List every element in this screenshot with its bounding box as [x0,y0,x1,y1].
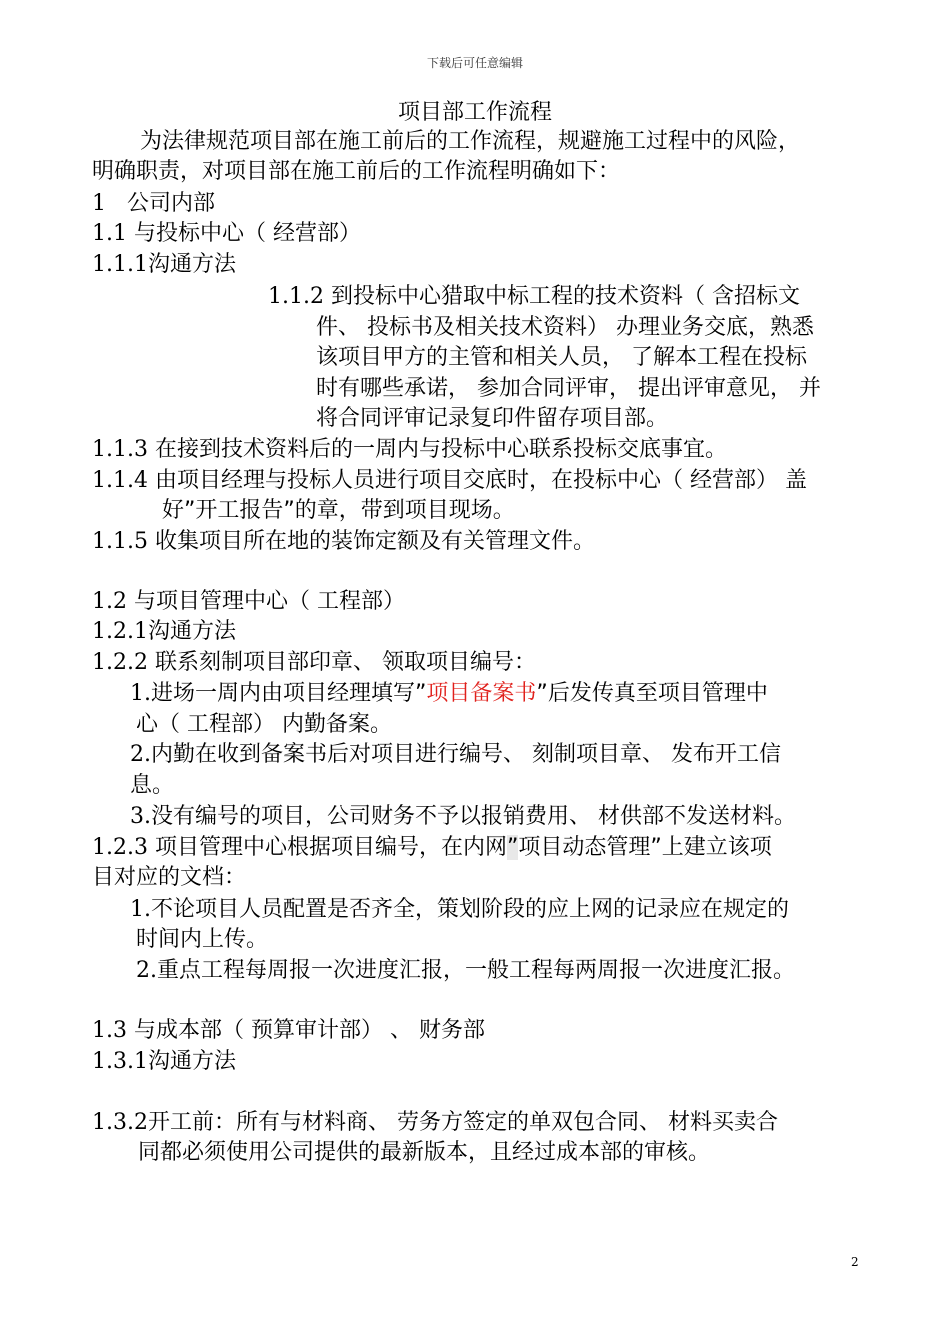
list-number: 1. [130,681,151,706]
section-number: 1.1.1 [92,252,148,277]
section-1-1-3 [92,435,727,465]
list-item-3 [130,802,796,832]
section-text: 项目管理中心根据项目编号，在内网 [154,835,507,860]
section-title: 沟通方法 [147,619,236,644]
section-1-2-3-item-1-line-2: 时间内上传。 [136,927,269,952]
section-number: 1.1.2 [268,284,324,309]
section-number: 1.2.3 [92,835,148,860]
section-1-1-4-line-2: 好”开工报告”的章，带到项目现场。 [162,498,515,523]
section-title: 与项目管理中心（ 工程部） [134,589,405,614]
section-1-1-5 [92,527,595,557]
page-header-note: 下载后可任意编辑 [426,56,523,70]
list-text: 没有编号的项目，公司财务不予以报销费用、 材供部不发送材料。 [151,804,796,829]
section-1-3-heading [92,1016,485,1046]
list-item-2-line-2: 息。 [130,773,175,798]
section-title: 沟通方法 [147,1049,236,1074]
section-text: 在接到技术资料后的一周内与投标中心联系投标交底事宜。 [154,437,727,462]
section-1-1-2-line-3: 该项目甲方的主管和相关人员， 了解本工程在投标 [316,345,807,370]
section-1-1-2-line-2: 件、 投标书及相关技术资料） 办理业务交底，熟悉 [316,315,814,340]
list-text: 内勤在收到备案书后对项目进行编号、 刻制项目章、 发布开工信 [151,742,781,767]
section-number: 1.1.4 [92,468,148,493]
list-text: 进场一周内由项目经理填写” [151,681,427,706]
highlighted-red-text: 项目备案书 [426,681,537,706]
intro-paragraph-line-1: 为法律规范项目部在施工前后的工作流程，规避施工过程中的风险， [140,129,801,154]
section-number: 1 [92,191,106,216]
section-1-2-2 [92,648,536,678]
document-title: 项目部工作流程 [397,100,552,125]
section-number: 1.1 [92,221,127,246]
section-1-heading [92,189,215,219]
section-title: 与投标中心（ 经营部） [134,221,361,246]
list-text: 重点工程每周报一次进度汇报，一般工程每两周报一次进度汇报。 [157,958,796,983]
section-1-2-3-line-1 [92,833,772,863]
section-title: 与成本部（ 预算审计部） 、 财务部 [134,1018,485,1043]
section-title: 公司内部 [126,191,215,216]
list-number: 1. [130,897,151,922]
intro-paragraph-line-2: 明确职责，对项目部在施工前后的工作流程明确如下： [92,159,621,184]
section-1-3-2-line-1 [92,1108,778,1138]
section-1-2-3-line-2: 目对应的文档： [92,865,247,890]
section-1-2-heading [92,587,405,617]
section-title: 沟通方法 [147,252,236,277]
list-text: ”后发传真至项目管理中 [536,681,768,706]
section-number: 1.3.2 [92,1110,148,1135]
section-number: 1.3.1 [92,1049,148,1074]
section-number: 1.2.2 [92,650,148,675]
section-text: 到投标中心猎取中标工程的技术资料（ 含招标文 [330,284,800,309]
section-1-1-2-line-4: 时有哪些承诺， 参加合同评审， 提出评审意见， 并 [316,376,821,401]
section-number: 1.1.5 [92,529,148,554]
section-1-2-1-heading [92,617,236,647]
quote-mark-highlight: ” [507,835,519,860]
section-1-2-3-item-1-line-1 [130,895,789,925]
section-text: 由项目经理与投标人员进行项目交底时，在投标中心（ 经营部） 盖 [154,468,807,493]
list-number: 2. [136,958,157,983]
page-number: 2 [851,1255,859,1269]
section-number: 1.3 [92,1018,127,1043]
section-1-3-1-heading [92,1047,236,1077]
section-number: 1.2 [92,589,127,614]
section-1-1-2-line-5: 将合同评审记录复印件留存项目部。 [316,406,669,431]
list-text: 不论项目人员配置是否齐全，策划阶段的应上网的记录应在规定的 [151,897,790,922]
list-item-1-line-1 [130,679,768,709]
section-text: 开工前：所有与材料商、 劳务方签定的单双包合同、 材料买卖合 [147,1110,778,1135]
section-1-1-1-heading [92,250,236,280]
list-item-1-line-2: 心（ 工程部） 内勤备案。 [136,712,392,737]
section-text: 收集项目所在地的装饰定额及有关管理文件。 [154,529,595,554]
section-text: 项目动态管理”上建立该项 [518,835,772,860]
list-number: 2. [130,742,151,767]
section-1-1-2-line-1 [268,282,800,312]
section-number: 1.2.1 [92,619,148,644]
section-number: 1.1.3 [92,437,148,462]
list-number: 3. [130,804,151,829]
section-1-1-4-line-1 [92,466,807,496]
section-1-1-heading [92,219,361,249]
section-1-3-2-line-2: 同都必须使用公司提供的最新版本，且经过成本部的审核。 [138,1140,711,1165]
list-item-2-line-1 [130,740,781,770]
section-1-2-3-item-2 [136,956,795,986]
section-text: 联系刻制项目部印章、 领取项目编号： [154,650,536,675]
